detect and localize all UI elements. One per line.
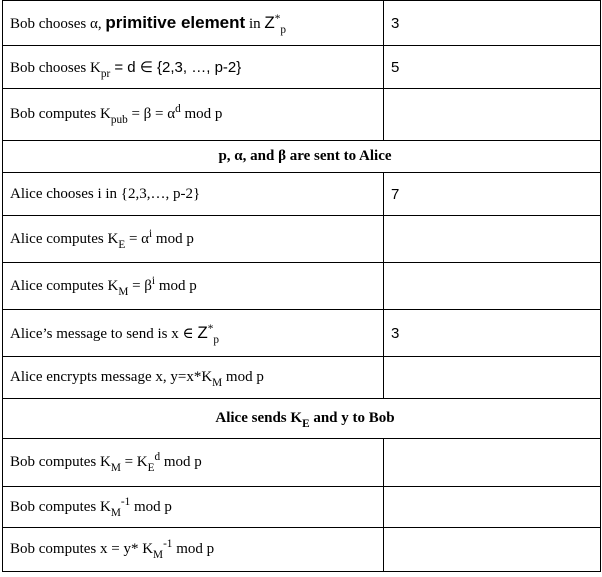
superscript-text: d [154,450,161,463]
subscript-text: M [212,377,223,390]
table-row [3,528,601,572]
step-description [3,46,384,89]
text-segment: = K [120,454,148,470]
text-segment: mod p [160,454,202,470]
superscript-text: i [149,227,153,240]
text-segment: Bob computes K [10,106,111,122]
step-description [3,263,384,310]
text-segment: = β [128,277,152,294]
value-cell[interactable] [384,528,601,572]
text-segment: Alice sends K [215,410,303,426]
table-row [3,263,601,310]
text-segment: mod p [152,230,194,247]
superscript-text: * [274,12,281,25]
text-segment: Bob chooses α, [10,16,106,32]
subscript-text: M [110,462,121,475]
text-segment: mod p [222,369,264,385]
superscript-text: * [207,322,214,335]
value-cell[interactable]: 3 [384,1,601,46]
table-row [3,46,601,89]
step-description [3,173,384,216]
text-segment: Z [264,13,275,32]
value-cell[interactable]: 7 [384,173,601,216]
subscript-text: E [302,418,310,431]
text-segment: Bob computes K [10,454,111,470]
subscript-text: p [213,334,219,347]
text-segment: mod p [172,541,215,557]
value-cell[interactable] [384,263,601,310]
section-header-row [3,399,601,439]
value-cell[interactable] [384,487,601,528]
text-segment: Alice’s message to send is x ∈ [10,326,198,342]
elgamal-steps-table [2,0,601,572]
text-segment: and y to Bob [309,410,395,426]
value-cell[interactable] [384,216,601,263]
step-description [3,357,384,399]
step-description [3,1,384,46]
superscript-text: -1 [120,495,131,508]
step-description [3,310,384,357]
table-row [3,310,601,357]
subscript-text: pub [110,114,128,127]
text-segment: Alice computes K [10,277,119,294]
section-header [3,399,601,439]
value-cell[interactable]: 5 [384,46,601,89]
text-segment: mod p [180,106,223,122]
text-segment: primitive element [105,13,246,32]
step-description [3,528,384,572]
table-row [3,216,601,263]
text-segment: mod p [130,498,172,515]
step-description [3,89,384,141]
table-row [3,173,601,216]
step-description [3,216,384,263]
subscript-text: E [147,462,155,475]
subscript-text: pr [100,67,111,80]
text-segment: Bob computes x = y* K [10,541,154,557]
table-row [3,1,601,46]
text-segment: = α [125,230,150,247]
table-row [3,439,601,487]
text-segment: mod p [155,277,197,294]
text-segment: p, α, and β are sent to Alice [218,148,392,164]
value-cell[interactable] [384,357,601,399]
value-cell[interactable] [384,439,601,487]
superscript-text: i [151,274,156,287]
text-segment: Z [197,323,208,342]
step-description [3,439,384,487]
subscript-text: M [153,549,164,562]
value-cell[interactable] [384,89,601,141]
text-segment: Alice computes K [10,230,119,247]
text-segment: Bob computes K [10,498,111,515]
superscript-text: -1 [163,537,173,550]
text-segment: Alice encrypts message x, y=x*K [10,369,213,385]
table-row [3,487,601,528]
table-row [3,89,601,141]
text-segment: Alice chooses i in {2,3,…, p-2} [10,185,201,202]
section-header [3,141,601,173]
text-segment: = d ∈ {2,3, …, p-2} [110,58,242,76]
subscript-text: M [110,506,121,519]
step-description [3,487,384,528]
table-row [3,357,601,399]
superscript-text: d [175,102,181,115]
subscript-text: M [118,285,129,298]
text-segment: Bob chooses K [10,59,101,76]
subscript-text: E [118,238,126,251]
text-segment: in [245,16,265,32]
text-segment: = β = α [127,106,176,122]
value-cell[interactable]: 3 [384,310,601,357]
section-header-row [3,141,601,173]
subscript-text: p [280,24,286,37]
